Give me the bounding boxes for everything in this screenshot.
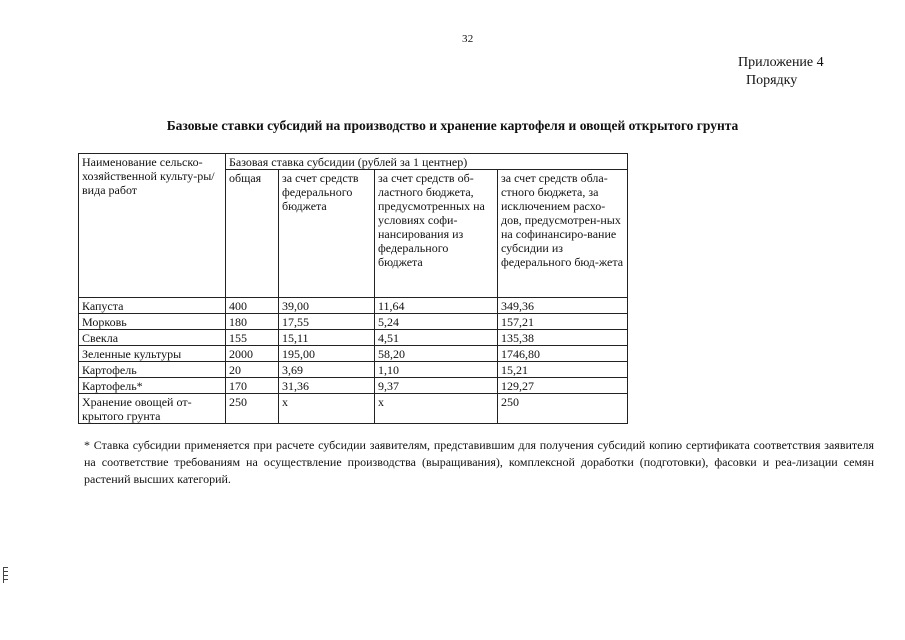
appendix-line-2: Порядку xyxy=(746,73,798,88)
cell-regional-cofin: 4,51 xyxy=(375,330,498,346)
cell-federal: 15,11 xyxy=(279,330,375,346)
cell-total: 170 xyxy=(226,378,279,394)
table-row xyxy=(79,378,628,394)
header-federal: за счет средств федерального бюджета xyxy=(279,170,375,298)
cell-regional-cofin: 58,20 xyxy=(375,346,498,362)
cell-regional-other: 135,38 xyxy=(498,330,628,346)
footnote: * Ставка субсидии применяется при расчете субсидии заявителям, представившим для получения субсидий копию сертификата соответствия заявителя на соответствие требованиям на осуществление производства (выращивания), комплексной доработки (подготовки), фасовки и реа-лизации семян растений высших категорий. xyxy=(84,438,874,486)
scan-edge-mark xyxy=(3,567,7,583)
cell-regional-other: 349,36 xyxy=(498,298,628,314)
cell-regional-cofin: 9,37 xyxy=(375,378,498,394)
table-row xyxy=(79,394,628,424)
cell-name: Зеленные культуры xyxy=(79,346,226,362)
table-header-row-1 xyxy=(79,154,628,170)
header-regional-cofin: за счет средств об-ластного бюджета, предусмотренных на условиях софи-нансирования из федерального бюджета xyxy=(375,170,498,298)
cell-regional-other: 250 xyxy=(498,394,628,424)
cell-name: Морковь xyxy=(79,314,226,330)
table-row xyxy=(79,314,628,330)
header-total: общая xyxy=(226,170,279,298)
cell-regional-cofin: 1,10 xyxy=(375,362,498,378)
cell-federal: 195,00 xyxy=(279,346,375,362)
cell-name: Свекла xyxy=(79,330,226,346)
cell-total: 155 xyxy=(226,330,279,346)
subsidy-rates-table xyxy=(78,153,628,424)
cell-regional-cofin: х xyxy=(375,394,498,424)
cell-regional-other: 1746,80 xyxy=(498,346,628,362)
header-regional-other: за счет средств обла-стного бюджета, за исключением расхо-дов, предусмотрен-ных на софинансиро-вание субсидии из федерального бюд-жета xyxy=(498,170,628,298)
appendix-line-1: Приложение 4 xyxy=(738,55,824,70)
cell-total: 20 xyxy=(226,362,279,378)
cell-name: Хранение овощей от-крытого грунта xyxy=(79,394,226,424)
cell-name: Картофель xyxy=(79,362,226,378)
table-body xyxy=(79,298,628,424)
page-number: 32 xyxy=(462,33,474,45)
document-title: Базовые ставки субсидий на производство и хранение картофеля и овощей открытого грунта xyxy=(166,118,739,133)
cell-federal: х xyxy=(279,394,375,424)
cell-federal: 31,36 xyxy=(279,378,375,394)
cell-total: 2000 xyxy=(226,346,279,362)
header-name-column: Наименование сельско-хозяйственной культу-ры/ вида работ xyxy=(79,154,226,298)
cell-regional-cofin: 5,24 xyxy=(375,314,498,330)
table-row xyxy=(79,346,628,362)
cell-regional-cofin: 11,64 xyxy=(375,298,498,314)
cell-regional-other: 15,21 xyxy=(498,362,628,378)
cell-regional-other: 157,21 xyxy=(498,314,628,330)
cell-federal: 39,00 xyxy=(279,298,375,314)
cell-total: 250 xyxy=(226,394,279,424)
cell-total: 400 xyxy=(226,298,279,314)
table-row xyxy=(79,330,628,346)
header-rate-group: Базовая ставка субсидии (рублей за 1 центнер) xyxy=(226,154,628,170)
cell-total: 180 xyxy=(226,314,279,330)
cell-regional-other: 129,27 xyxy=(498,378,628,394)
cell-federal: 17,55 xyxy=(279,314,375,330)
cell-federal: 3,69 xyxy=(279,362,375,378)
cell-name: Картофель* xyxy=(79,378,226,394)
table-row xyxy=(79,362,628,378)
appendix-label xyxy=(738,54,824,90)
cell-name: Капуста xyxy=(79,298,226,314)
table-row xyxy=(79,298,628,314)
